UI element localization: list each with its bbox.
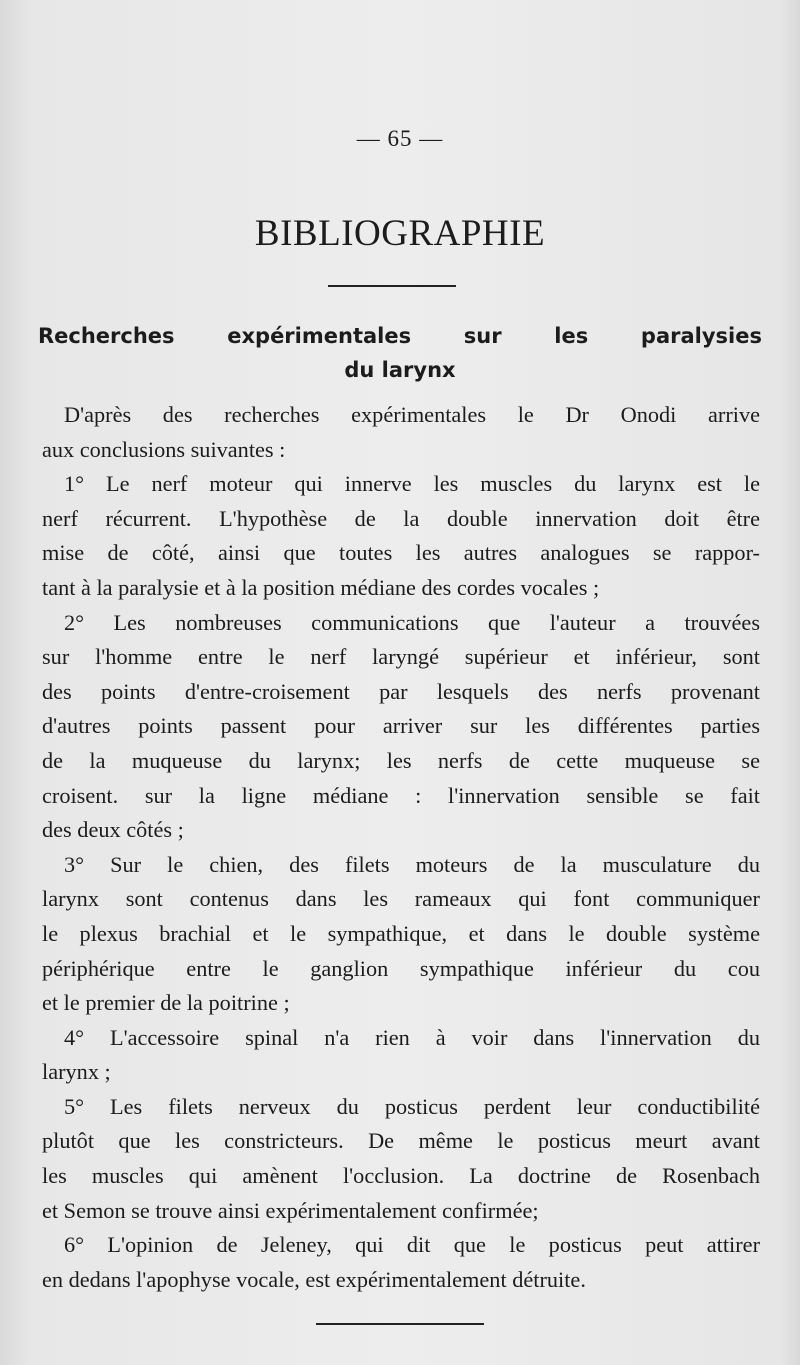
text-line: 1° Le nerf moteur qui innerve les muscles du larynx est le bbox=[64, 471, 760, 497]
text-line: des points d'entre-croisement par lesquels des nerfs provenant bbox=[42, 678, 760, 704]
text-line: de la muqueuse du larynx; les nerfs de cette muqueuse se bbox=[42, 747, 760, 773]
text-line: croisent. sur la ligne médiane : l'innervation sensible se fait bbox=[42, 782, 760, 808]
text-line: et Semon se trouve ainsi expérimentalement confirmée; bbox=[42, 1197, 539, 1223]
text-line: le plexus brachial et le sympathique, et dans le double système bbox=[42, 920, 760, 946]
text-line: 2° Les nombreuses communications que l'auteur a trouvées bbox=[64, 609, 760, 635]
text-line: d'autres points passent pour arriver sur les différentes parties bbox=[42, 713, 760, 739]
section-heading-line-2: du larynx bbox=[344, 358, 456, 382]
text-line: sur l'homme entre le nerf laryngé supérieur et inférieur, sont bbox=[42, 644, 760, 670]
text-line: tant à la paralysie et à la position médiane des cordes vocales ; bbox=[42, 574, 600, 600]
text-line: aux conclusions suivantes : bbox=[42, 436, 286, 462]
section-heading-line-1: Recherches expérimentales sur les paralysies bbox=[38, 324, 762, 348]
body-text bbox=[42, 398, 760, 1297]
text-line: plutôt que les constricteurs. De même le posticus meurt avant bbox=[42, 1128, 760, 1154]
text-line: larynx sont contenus dans les rameaux qui font communiquer bbox=[42, 886, 760, 912]
text-line: 6° L'opinion de Jeleney, qui dit que le posticus peut attirer bbox=[64, 1232, 760, 1258]
text-line: des deux côtés ; bbox=[42, 817, 184, 843]
text-line: 5° Les filets nerveux du posticus perdent leur conductibilité bbox=[64, 1093, 760, 1119]
text-line: 3° Sur le chien, des filets moteurs de la musculature du bbox=[64, 851, 760, 877]
text-line: D'après des recherches expérimentales le Dr Onodi arrive bbox=[64, 402, 760, 427]
text-line: en dedans l'apophyse vocale, est expérimentalement détruite. bbox=[42, 1266, 586, 1292]
text-line: 4° L'accessoire spinal n'a rien à voir dans l'innervation du bbox=[64, 1024, 760, 1050]
text-line: nerf récurrent. L'hypothèse de la double innervation doit être bbox=[42, 505, 760, 531]
text-line: périphérique entre le ganglion sympathique inférieur du cou bbox=[42, 955, 760, 981]
page-number: — 65 — bbox=[356, 126, 444, 151]
end-divider bbox=[316, 1323, 484, 1325]
title-divider bbox=[328, 285, 456, 287]
text-line: mise de côté, ainsi que toutes les autres analogues se rappor- bbox=[42, 540, 760, 566]
text-line: les muscles qui amènent l'occlusion. La doctrine de Rosenbach bbox=[42, 1163, 760, 1189]
text-line: et le premier de la poitrine ; bbox=[42, 990, 290, 1016]
page-title: BIBLIOGRAPHIE bbox=[254, 213, 546, 254]
text-line: larynx ; bbox=[42, 1059, 111, 1085]
